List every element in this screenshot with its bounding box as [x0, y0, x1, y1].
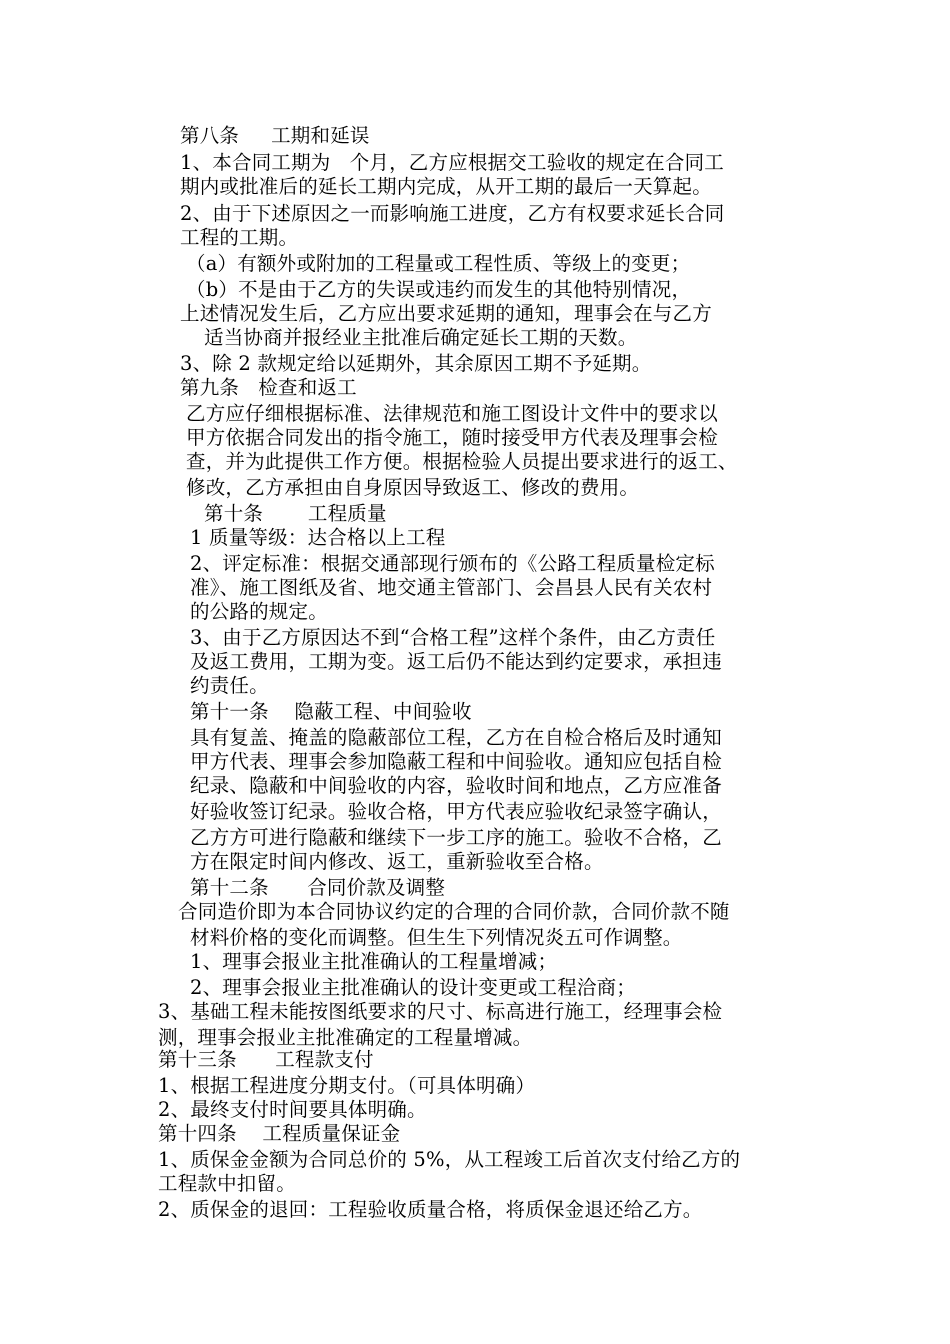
text-line: 上述情况发生后，乙方应出要求延期的通知，理事会在与乙方 — [180, 302, 712, 325]
text-line: 乙方应仔细根据标准、法律规范和施工图设计文件中的要求以 — [186, 402, 718, 425]
text-line: 工程的工期。 — [180, 226, 299, 249]
text-line: 1、根据工程进度分期支付。（可具体明确） — [158, 1074, 536, 1097]
text-line: 第十二条 合同价款及调整 — [190, 876, 446, 899]
text-line: 甲方代表、理事会参加隐蔽工程和中间验收。通知应包括自检 — [190, 750, 722, 773]
text-line: 合同造价即为本合同协议约定的合理的合同价款，合同价款不随 — [178, 900, 730, 923]
text-line: 具有复盖、掩盖的隐蔽部位工程，乙方在自检合格后及时通知 — [190, 726, 722, 749]
text-line: 乙方方可进行隐蔽和继续下一步工序的施工。验收不合格，乙 — [190, 826, 722, 849]
text-line: 第十三条 工程款支付 — [158, 1048, 374, 1071]
text-line: 纪录、隐蔽和中间验收的内容，验收时间和地点，乙方应准备 — [190, 774, 722, 797]
text-line: 查，并为此提供工作方便。根据检验人员提出要求进行的返工、 — [186, 450, 738, 473]
text-line: 修改，乙方承担由自身原因导致返工、修改的费用。 — [186, 476, 640, 499]
text-line: 第十一条 隐蔽工程、中间验收 — [190, 700, 472, 723]
text-line: （a）有额外或附加的工程量或工程性质、等级上的变更； — [186, 252, 691, 275]
text-line: 的公路的规定。 — [190, 600, 328, 623]
text-line: 方在限定时间内修改、返工，重新验收至合格。 — [190, 850, 604, 873]
text-line: 1、质保金金额为合同总价的 5%，从工程竣工后首次支付给乙方的 — [158, 1148, 741, 1171]
text-line: 3、基础工程未能按图纸要求的尺寸、标高进行施工，经理事会检 — [158, 1000, 723, 1023]
text-line: 2、评定标准：根据交通部现行颁布的《公路工程质量检定标 — [190, 552, 715, 575]
text-line: 1、理事会报业主批准确认的工程量增减； — [190, 950, 558, 973]
text-line: 材料价格的变化而调整。但生生下列情况炎五可作调整。 — [190, 926, 683, 949]
text-line: 好验收签订纪录。验收合格，甲方代表应验收纪录签字确认， — [190, 800, 722, 823]
text-line: 适当协商并报经业主批准后确定延长工期的天数。 — [204, 326, 638, 349]
text-line: 2、质保金的退回：工程验收质量合格，将质保金退还给乙方。 — [158, 1198, 703, 1221]
text-line: 准》、施工图纸及省、地交通主管部门、会昌县人民有关农村 — [190, 576, 713, 599]
text-line: 2、由于下述原因之一而影响施工进度，乙方有权要求延长合同 — [180, 202, 725, 225]
text-line: 第十四条 工程质量保证金 — [158, 1122, 401, 1145]
text-line: （b）不是由于乙方的失误或违约而发生的其他特别情况， — [186, 278, 692, 301]
text-line: 工程款中扣留。 — [158, 1172, 296, 1195]
text-line: 1 质量等级：达合格以上工程 — [190, 526, 446, 549]
text-line: 3、除 2 款规定给以延期外，其余原因工期不予延期。 — [180, 352, 652, 375]
text-line: 1、本合同工期为 个月，乙方应根据交工验收的规定在合同工 — [180, 151, 725, 174]
text-line: 期内或批准后的延长工期内完成，从开工期的最后一天算起。 — [180, 175, 712, 198]
text-line: 第十条 工程质量 — [204, 502, 387, 525]
text-line: 3、由于乙方原因达不到“合格工程”这样个条件，由乙方责任 — [190, 626, 716, 649]
text-line: 约责任。 — [190, 674, 269, 697]
text-line: 测，理事会报业主批准确定的工程量增减。 — [158, 1026, 533, 1049]
text-line: 第八条 工期和延误 — [180, 124, 370, 147]
text-line: 及返工费用，工期为变。返工后仍不能达到约定要求，承担违 — [190, 650, 722, 673]
text-line: 2、理事会报业主批准确认的设计变更或工程洽商； — [190, 976, 637, 999]
text-line: 第九条 检查和返工 — [180, 376, 357, 399]
text-line: 甲方依据合同发出的指令施工，随时接受甲方代表及理事会检 — [186, 426, 718, 449]
text-line: 2、最终支付时间要具体明确。 — [158, 1098, 427, 1121]
